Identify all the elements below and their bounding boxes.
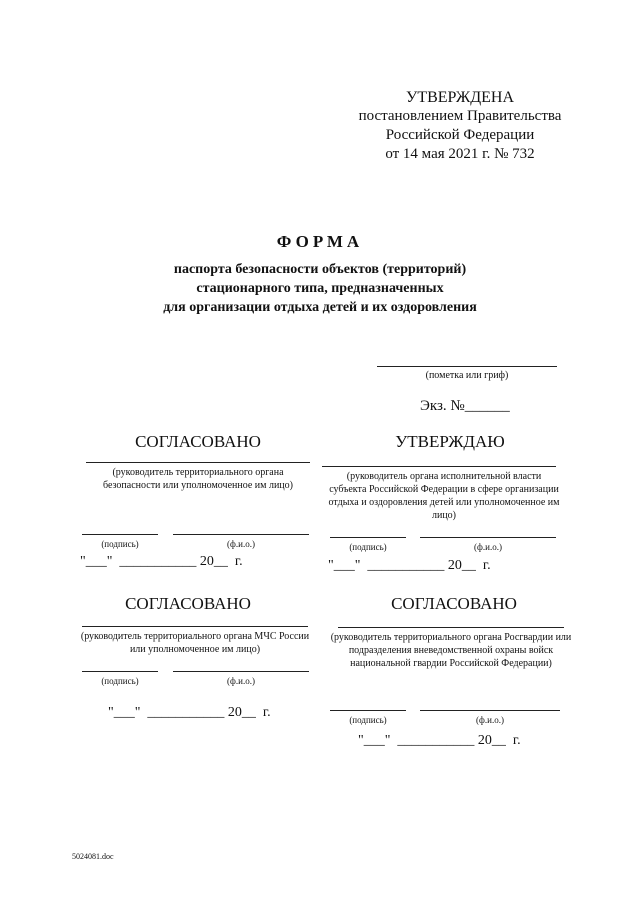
form-subtitle: [0, 260, 640, 317]
b4-signature-caption: (подпись): [349, 715, 387, 725]
file-reference: 5024081.doc: [72, 852, 114, 861]
b2-fio-caption: (ф.и.о.): [474, 542, 502, 552]
approval-block: [330, 88, 590, 164]
b1-signature-line: [82, 534, 158, 535]
b3-name-line: [82, 626, 308, 627]
b2-heading: УТВЕРЖДАЮ: [395, 432, 505, 451]
b3-signature-line: [82, 671, 158, 672]
b3-description: (руководитель территориального органа МЧС России или уполномоченное им лицо): [80, 631, 310, 655]
copy-number: Экз. №______: [420, 398, 510, 414]
b4-signature-line: [330, 710, 406, 711]
b4-fio-caption: (ф.и.о.): [476, 715, 504, 725]
b3-signature-caption: (подпись): [101, 676, 139, 686]
b4-heading: СОГЛАСОВАНО: [391, 594, 517, 613]
b2-fio-line: [420, 537, 556, 538]
b4-name-line: [338, 627, 564, 628]
b2-name-line: [322, 466, 556, 467]
b4-date: "___" ___________ 20__ г.: [358, 733, 521, 748]
b1-signature-caption: (подпись): [101, 539, 139, 549]
b1-fio-caption: (ф.и.о.): [227, 539, 255, 549]
mark-caption: (пометка или гриф): [425, 370, 509, 381]
mark-line: [377, 366, 557, 367]
approval-line-2: постановлением Правительства: [358, 108, 562, 124]
subtitle-line-2: стационарного типа, предназначенных: [196, 281, 444, 296]
form-title: ФОРМА: [276, 232, 364, 251]
b3-date: "___" ___________ 20__ г.: [108, 705, 271, 720]
b1-fio-line: [173, 534, 309, 535]
subtitle-line-1: паспорта безопасности объектов (территорий): [173, 262, 467, 277]
b1-date: "___" ___________ 20__ г.: [80, 554, 243, 569]
subtitle-line-3: для организации отдыха детей и их оздоровления: [163, 300, 477, 315]
b1-description: (руководитель территориального органа безопасности или уполномоченное им лицо): [103, 467, 293, 491]
b4-description: (руководитель территориального органа Росгвардии или подразделения вневедомственной охраны войск национальной гвардии Российской Федерации): [330, 632, 572, 669]
approval-line-3: Российской Федерации: [385, 127, 535, 143]
approval-title: УТВЕРЖДЕНА: [405, 89, 514, 106]
b3-heading: СОГЛАСОВАНО: [125, 594, 251, 613]
b2-signature-line: [330, 537, 406, 538]
b2-signature-caption: (подпись): [349, 542, 387, 552]
b4-fio-line: [420, 710, 560, 711]
b3-fio-caption: (ф.и.о.): [227, 676, 255, 686]
b3-fio-line: [173, 671, 309, 672]
b1-heading: СОГЛАСОВАНО: [135, 432, 261, 451]
approval-line-4: от 14 мая 2021 г. № 732: [385, 146, 535, 162]
b2-date: "___" ___________ 20__ г.: [328, 558, 491, 573]
b2-description: (руководитель органа исполнительной власти субъекта Российской Федерации в сфере организации отдыха и оздоровления детей или уполномоченное им лицо): [328, 471, 560, 521]
b1-name-line: [86, 462, 310, 463]
